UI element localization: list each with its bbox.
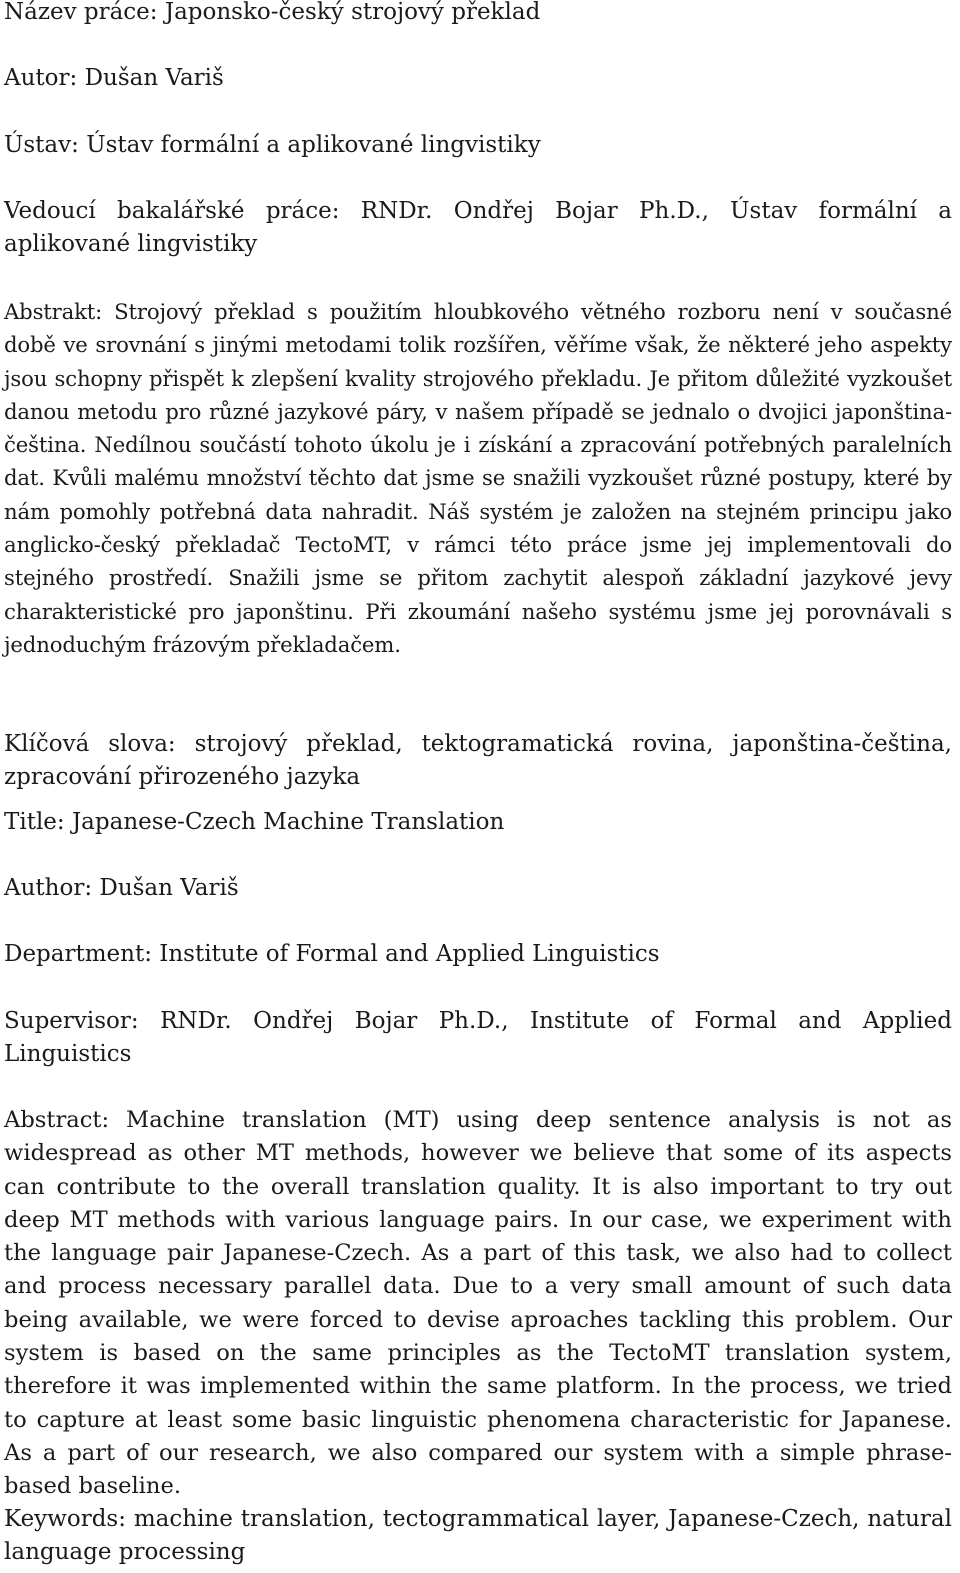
english-supervisor: Supervisor: RNDr. Ondřej Bojar Ph.D., Institute of Formal and Applied Linguistics [4,1008,952,1068]
english-keywords: Keywords: machine translation, tectogrammatical layer, Japanese-Czech, natural language processing [4,1506,952,1566]
english-author: Author: Dušan Variš [4,875,239,901]
czech-keywords: Klíčová slova: strojový překlad, tektogramatická rovina, japonština-čeština, zpracování přirozeného jazyka [4,731,952,791]
english-title: Title: Japanese-Czech Machine Translation [4,809,505,835]
czech-author: Autor: Dušan Variš [4,65,224,91]
czech-title: Název práce: Japonsko-český strojový překlad [4,0,541,25]
czech-abstract: Abstrakt: Strojový překlad s použitím hloubkového větného rozboru není v současné době ve srovnání s jinými metodami tolik rozšířen, věříme však, že některé jeho aspekty jsou schopny přispět k zlepšení kvality strojového překladu. Je přitom důležité vyzkoušet danou metodu pro různé jazykové páry, v našem případě se jednalo o dvojici japonština-čeština. Nedílnou součástí tohoto úkolu je i získání a zpracování potřebných paralelních dat. Kvůli malému množství těchto dat jsme se snažili vyzkoušet různé postupy, které by nám pomohly potřebná data nahradit. Náš systém je založen na stejném principu jako anglicko-český překladač TectoMT, v rámci této práce jsme jej implementovali do stejného prostředí. Snažili jsme se přitom zachytit alespoň základní jazykové jevy charakteristické pro japonštinu. Při zkoumání našeho systému jsme jej porovnávali s jednoduchým frázovým překladačem. [4,299,952,657]
english-department: Department: Institute of Formal and Applied Linguistics [4,941,660,967]
czech-institute: Ústav: Ústav formální a aplikované lingvistiky [4,132,541,158]
english-abstract: Abstract: Machine translation (MT) using deep sentence analysis is not as widespread as other MT methods, however we believe that some of its aspects can contribute to the overall translation quality. It is also important to try out deep MT methods with various language pairs. In our case, we experiment with the language pair Japanese-Czech. As a part of this task, we also had to collect and process necessary parallel data. Due to a very small amount of such data being available, we were forced to devise aproaches tackling this problem. Our system is based on the same principles as the TectoMT translation system, therefore it was implemented within the same platform. In the process, we tried to capture at least some basic linguistic phenomena characteristic for Japanese. As a part of our research, we also compared our system with a simple phrase-based baseline. [4,1107,952,1500]
czech-supervisor: Vedoucí bakalářské práce: RNDr. Ondřej Bojar Ph.D., Ústav formální a aplikované lingvistiky [4,198,952,258]
